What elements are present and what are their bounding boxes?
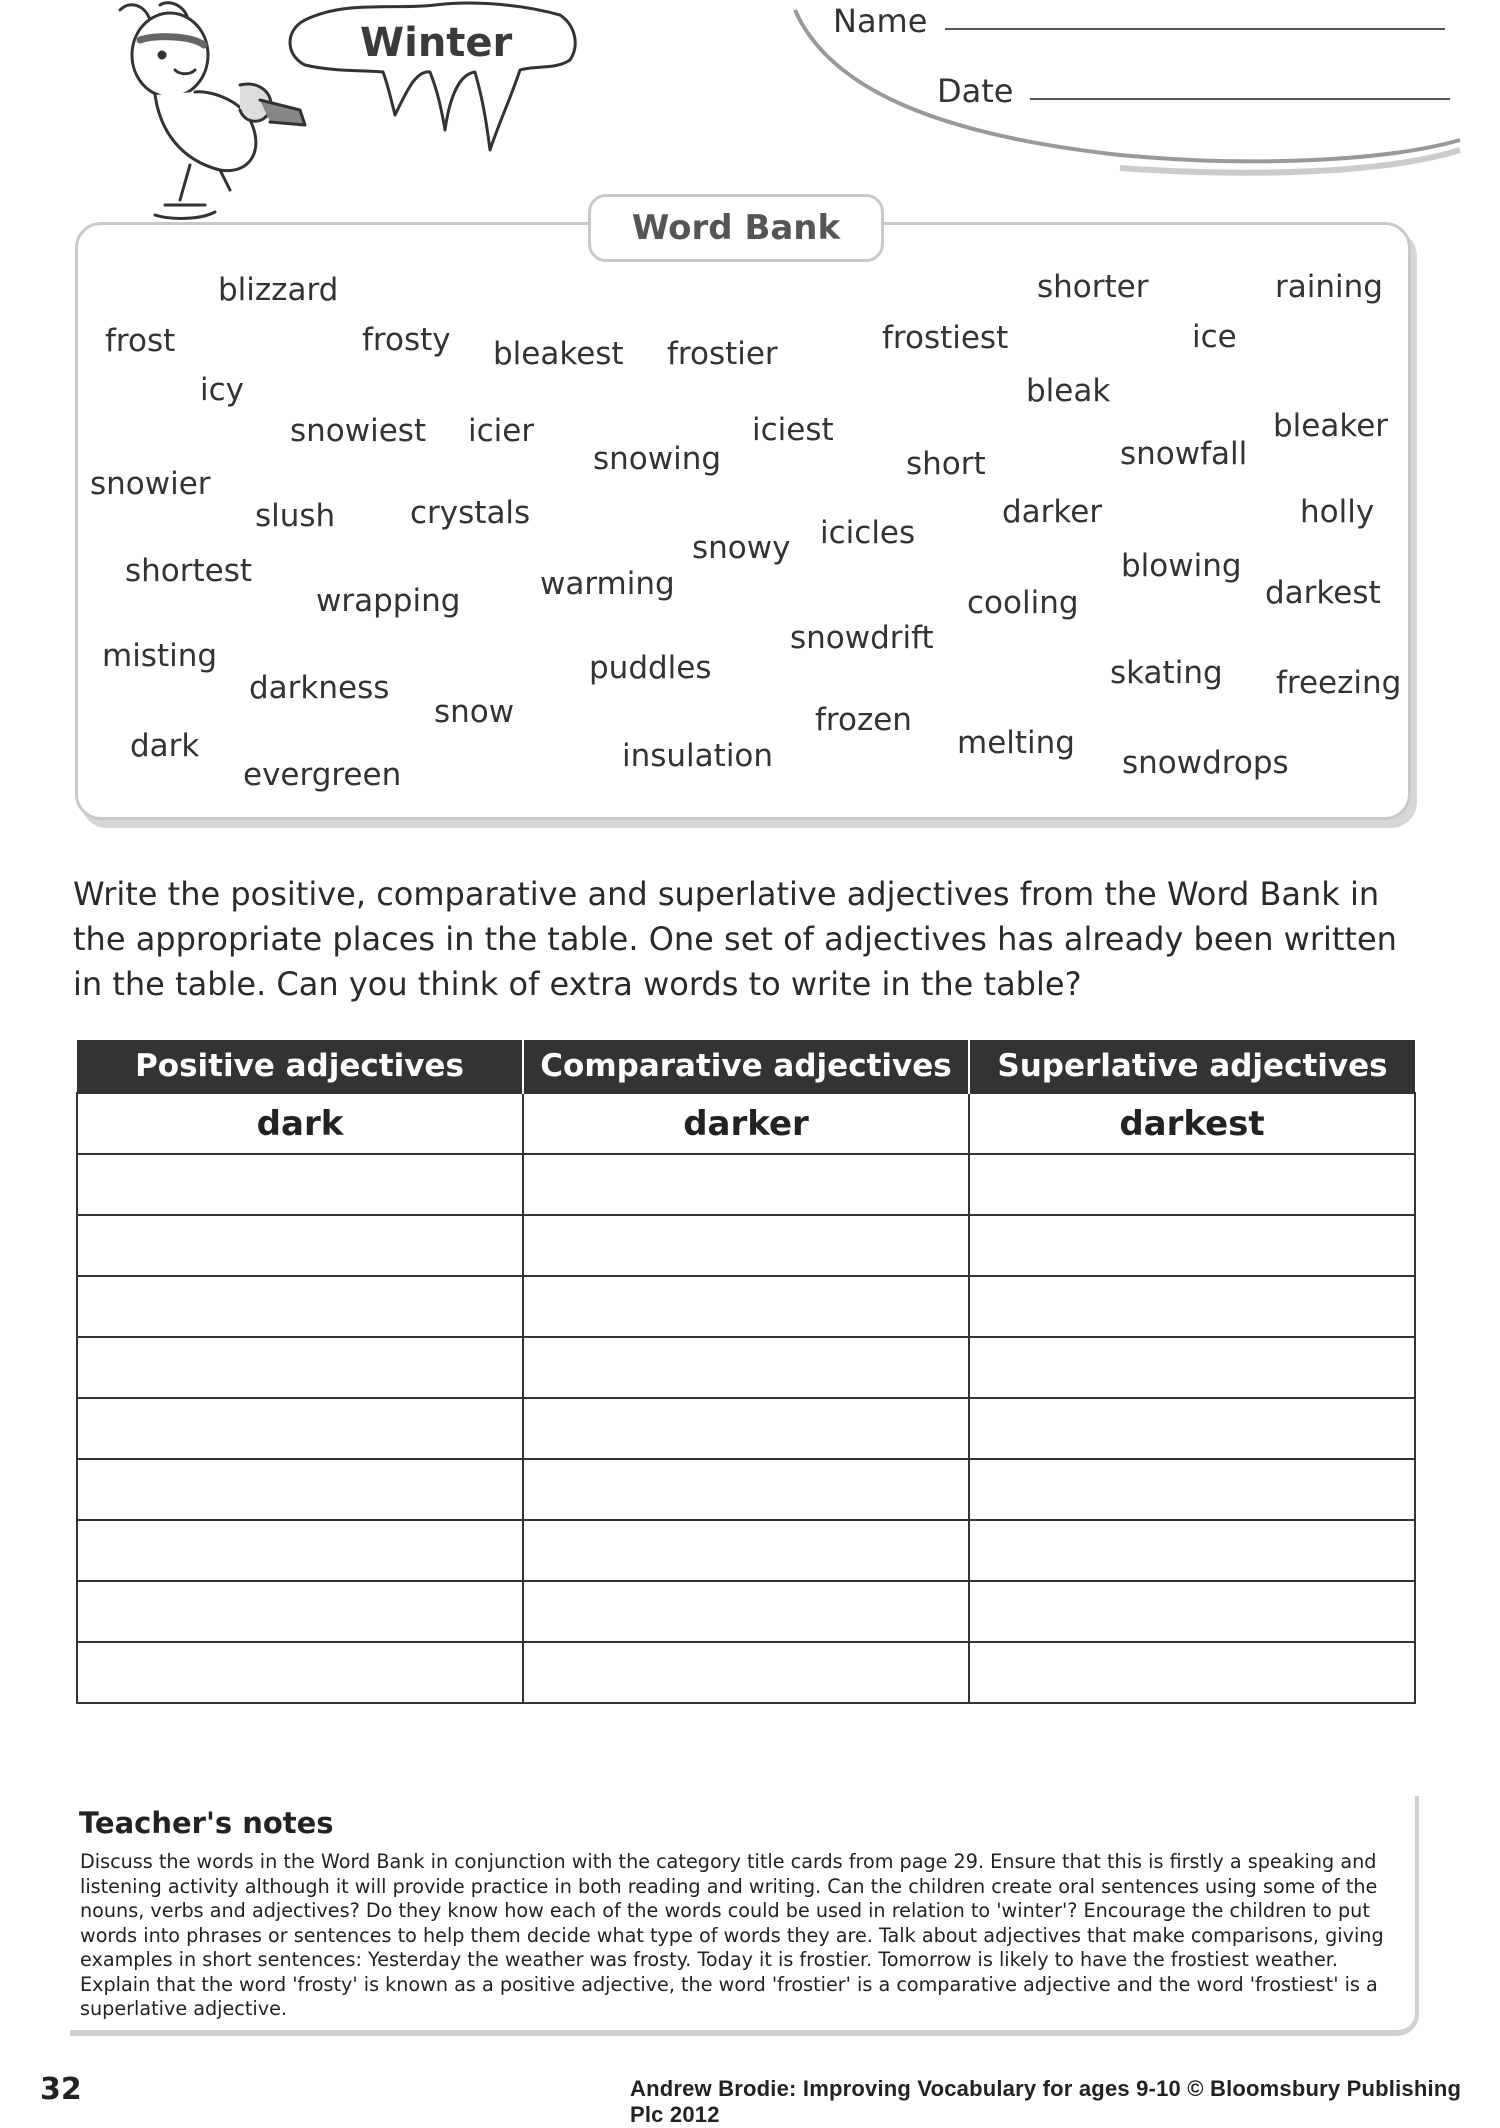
- word-bank-item: freezing: [1276, 665, 1402, 701]
- word-bank-item: icier: [468, 413, 535, 449]
- answer-cell[interactable]: [969, 1520, 1415, 1581]
- answer-cell[interactable]: [77, 1398, 523, 1459]
- teachers-notes-text: Discuss the words in the Word Bank in conjunction with the category title cards from page 29. Ensure that this is firstly a speaking and listening activity although it will provide practice in both reading and writing. Can the children create oral sentences using some of the nouns, verbs and adjectives? Do they know how each of the words could be used in relation to 'winter'? Encourage the children to put words into phrases or sentences to help them decide what type of words they are. Talk about adjectives that make comparisons, giving examples in short sentences: Yesterday the weather was frosty. Today it is frostier. Tomorrow is likely to have the frostiest weather. Explain that the word 'frosty' is known as a positive adjective, the word 'frostier' is a comparative adjective and the word 'frostiest' is a superlative adjective.: [80, 1850, 1384, 2020]
- word-bank-item: iciest: [752, 412, 834, 448]
- word-bank-item: snowdrift: [790, 620, 934, 656]
- table-row: [77, 1398, 1415, 1459]
- word-bank-item: frostier: [667, 336, 778, 372]
- answer-cell[interactable]: [969, 1398, 1415, 1459]
- header-comparative: Comparative adjectives: [523, 1040, 969, 1093]
- worksheet-title: Winter: [360, 20, 513, 66]
- teachers-notes-title: Teacher's notes: [79, 1806, 334, 1840]
- answer-cell[interactable]: [969, 1459, 1415, 1520]
- table-row: [77, 1215, 1415, 1276]
- table-row: [77, 1093, 1415, 1154]
- answer-cell[interactable]: [77, 1337, 523, 1398]
- table-row: [77, 1337, 1415, 1398]
- word-bank-item: skating: [1110, 655, 1223, 691]
- table-row: [77, 1520, 1415, 1581]
- word-bank-item: slush: [255, 498, 336, 534]
- answer-cell[interactable]: [77, 1581, 523, 1642]
- word-bank-item: warming: [540, 566, 675, 602]
- publisher-credit: Andrew Brodie: Improving Vocabulary for ages 9-10 © Bloomsbury Publishing Plc 2012: [630, 2076, 1462, 2127]
- word-bank-item: blowing: [1121, 548, 1242, 584]
- header-superlative: Superlative adjectives: [969, 1040, 1415, 1093]
- answer-cell[interactable]: [77, 1215, 523, 1276]
- example-superlative: darkest: [969, 1093, 1415, 1154]
- word-bank-item: frostiest: [882, 320, 1009, 356]
- word-bank-item: holly: [1300, 494, 1375, 530]
- word-bank-item: bleak: [1026, 373, 1111, 409]
- word-bank-item: frost: [105, 323, 176, 359]
- word-bank-item: insulation: [622, 738, 774, 774]
- date-label: Date: [937, 72, 1014, 110]
- word-bank-item: misting: [102, 638, 218, 674]
- word-bank-item: snow: [434, 694, 515, 730]
- answer-cell[interactable]: [969, 1337, 1415, 1398]
- word-bank-item: shorter: [1037, 269, 1149, 305]
- word-bank-item: bleaker: [1273, 408, 1389, 444]
- answer-cell[interactable]: [523, 1276, 969, 1337]
- answer-cell[interactable]: [523, 1642, 969, 1703]
- word-bank-item: bleakest: [493, 336, 624, 372]
- table-row: [77, 1276, 1415, 1337]
- header-curve-decoration: [790, 0, 1480, 190]
- word-bank-item: dark: [130, 728, 200, 764]
- instructions-text: Write the positive, comparative and superlative adjectives from the Word Bank in the appropriate places in the table. One set of adjectives has already been written in the table. Can you think of extra words to write in the table?: [73, 875, 1397, 1003]
- word-bank-item: blizzard: [218, 272, 339, 308]
- answer-cell[interactable]: [77, 1276, 523, 1337]
- answer-cell[interactable]: [969, 1642, 1415, 1703]
- word-bank-item: frosty: [362, 322, 451, 358]
- word-bank-item: darkness: [249, 670, 390, 706]
- example-comparative: darker: [523, 1093, 969, 1154]
- word-bank-item: shortest: [125, 553, 253, 589]
- word-bank-item: snowiest: [290, 413, 427, 449]
- page-number: 32: [40, 2072, 82, 2107]
- answer-cell[interactable]: [77, 1520, 523, 1581]
- answer-cell[interactable]: [969, 1276, 1415, 1337]
- word-bank-item: short: [906, 446, 986, 482]
- word-bank-item: frozen: [815, 702, 912, 738]
- answer-cell[interactable]: [77, 1459, 523, 1520]
- name-label: Name: [833, 2, 928, 40]
- word-bank-item: crystals: [410, 495, 531, 531]
- answer-cell[interactable]: [523, 1459, 969, 1520]
- word-bank-item: snowy: [692, 530, 791, 566]
- word-bank-title: Word Bank: [588, 194, 884, 262]
- table-row: [77, 1459, 1415, 1520]
- example-positive: dark: [77, 1093, 523, 1154]
- answer-cell[interactable]: [523, 1337, 969, 1398]
- answer-cell[interactable]: [77, 1154, 523, 1215]
- word-bank-item: evergreen: [243, 757, 402, 793]
- answer-cell[interactable]: [523, 1215, 969, 1276]
- word-bank-item: darkest: [1265, 575, 1381, 611]
- word-bank-item: icy: [200, 372, 245, 408]
- word-bank-item: wrapping: [316, 583, 461, 619]
- answer-cell[interactable]: [523, 1398, 969, 1459]
- word-bank-item: raining: [1275, 269, 1383, 305]
- answer-cell[interactable]: [523, 1154, 969, 1215]
- answer-cell[interactable]: [523, 1581, 969, 1642]
- header-positive: Positive adjectives: [77, 1040, 523, 1093]
- word-bank-item: snowfall: [1120, 436, 1248, 472]
- table-row: [77, 1581, 1415, 1642]
- answer-cell[interactable]: [969, 1154, 1415, 1215]
- answer-cell[interactable]: [77, 1642, 523, 1703]
- word-bank-item: puddles: [589, 650, 712, 686]
- answer-cell[interactable]: [969, 1215, 1415, 1276]
- word-bank-item: snowdrops: [1122, 745, 1289, 781]
- table-row: [77, 1154, 1415, 1215]
- word-bank-item: cooling: [967, 585, 1079, 621]
- word-bank-item: icicles: [820, 515, 916, 551]
- word-bank-item: snowier: [90, 466, 211, 502]
- answer-cell[interactable]: [969, 1581, 1415, 1642]
- word-bank-item: darker: [1002, 494, 1103, 530]
- table-row: [77, 1642, 1415, 1703]
- word-bank-item: snowing: [593, 441, 722, 477]
- word-bank-item: ice: [1192, 319, 1237, 355]
- word-bank-item: melting: [957, 725, 1075, 761]
- adjectives-table: [76, 1040, 1416, 1704]
- answer-cell[interactable]: [523, 1520, 969, 1581]
